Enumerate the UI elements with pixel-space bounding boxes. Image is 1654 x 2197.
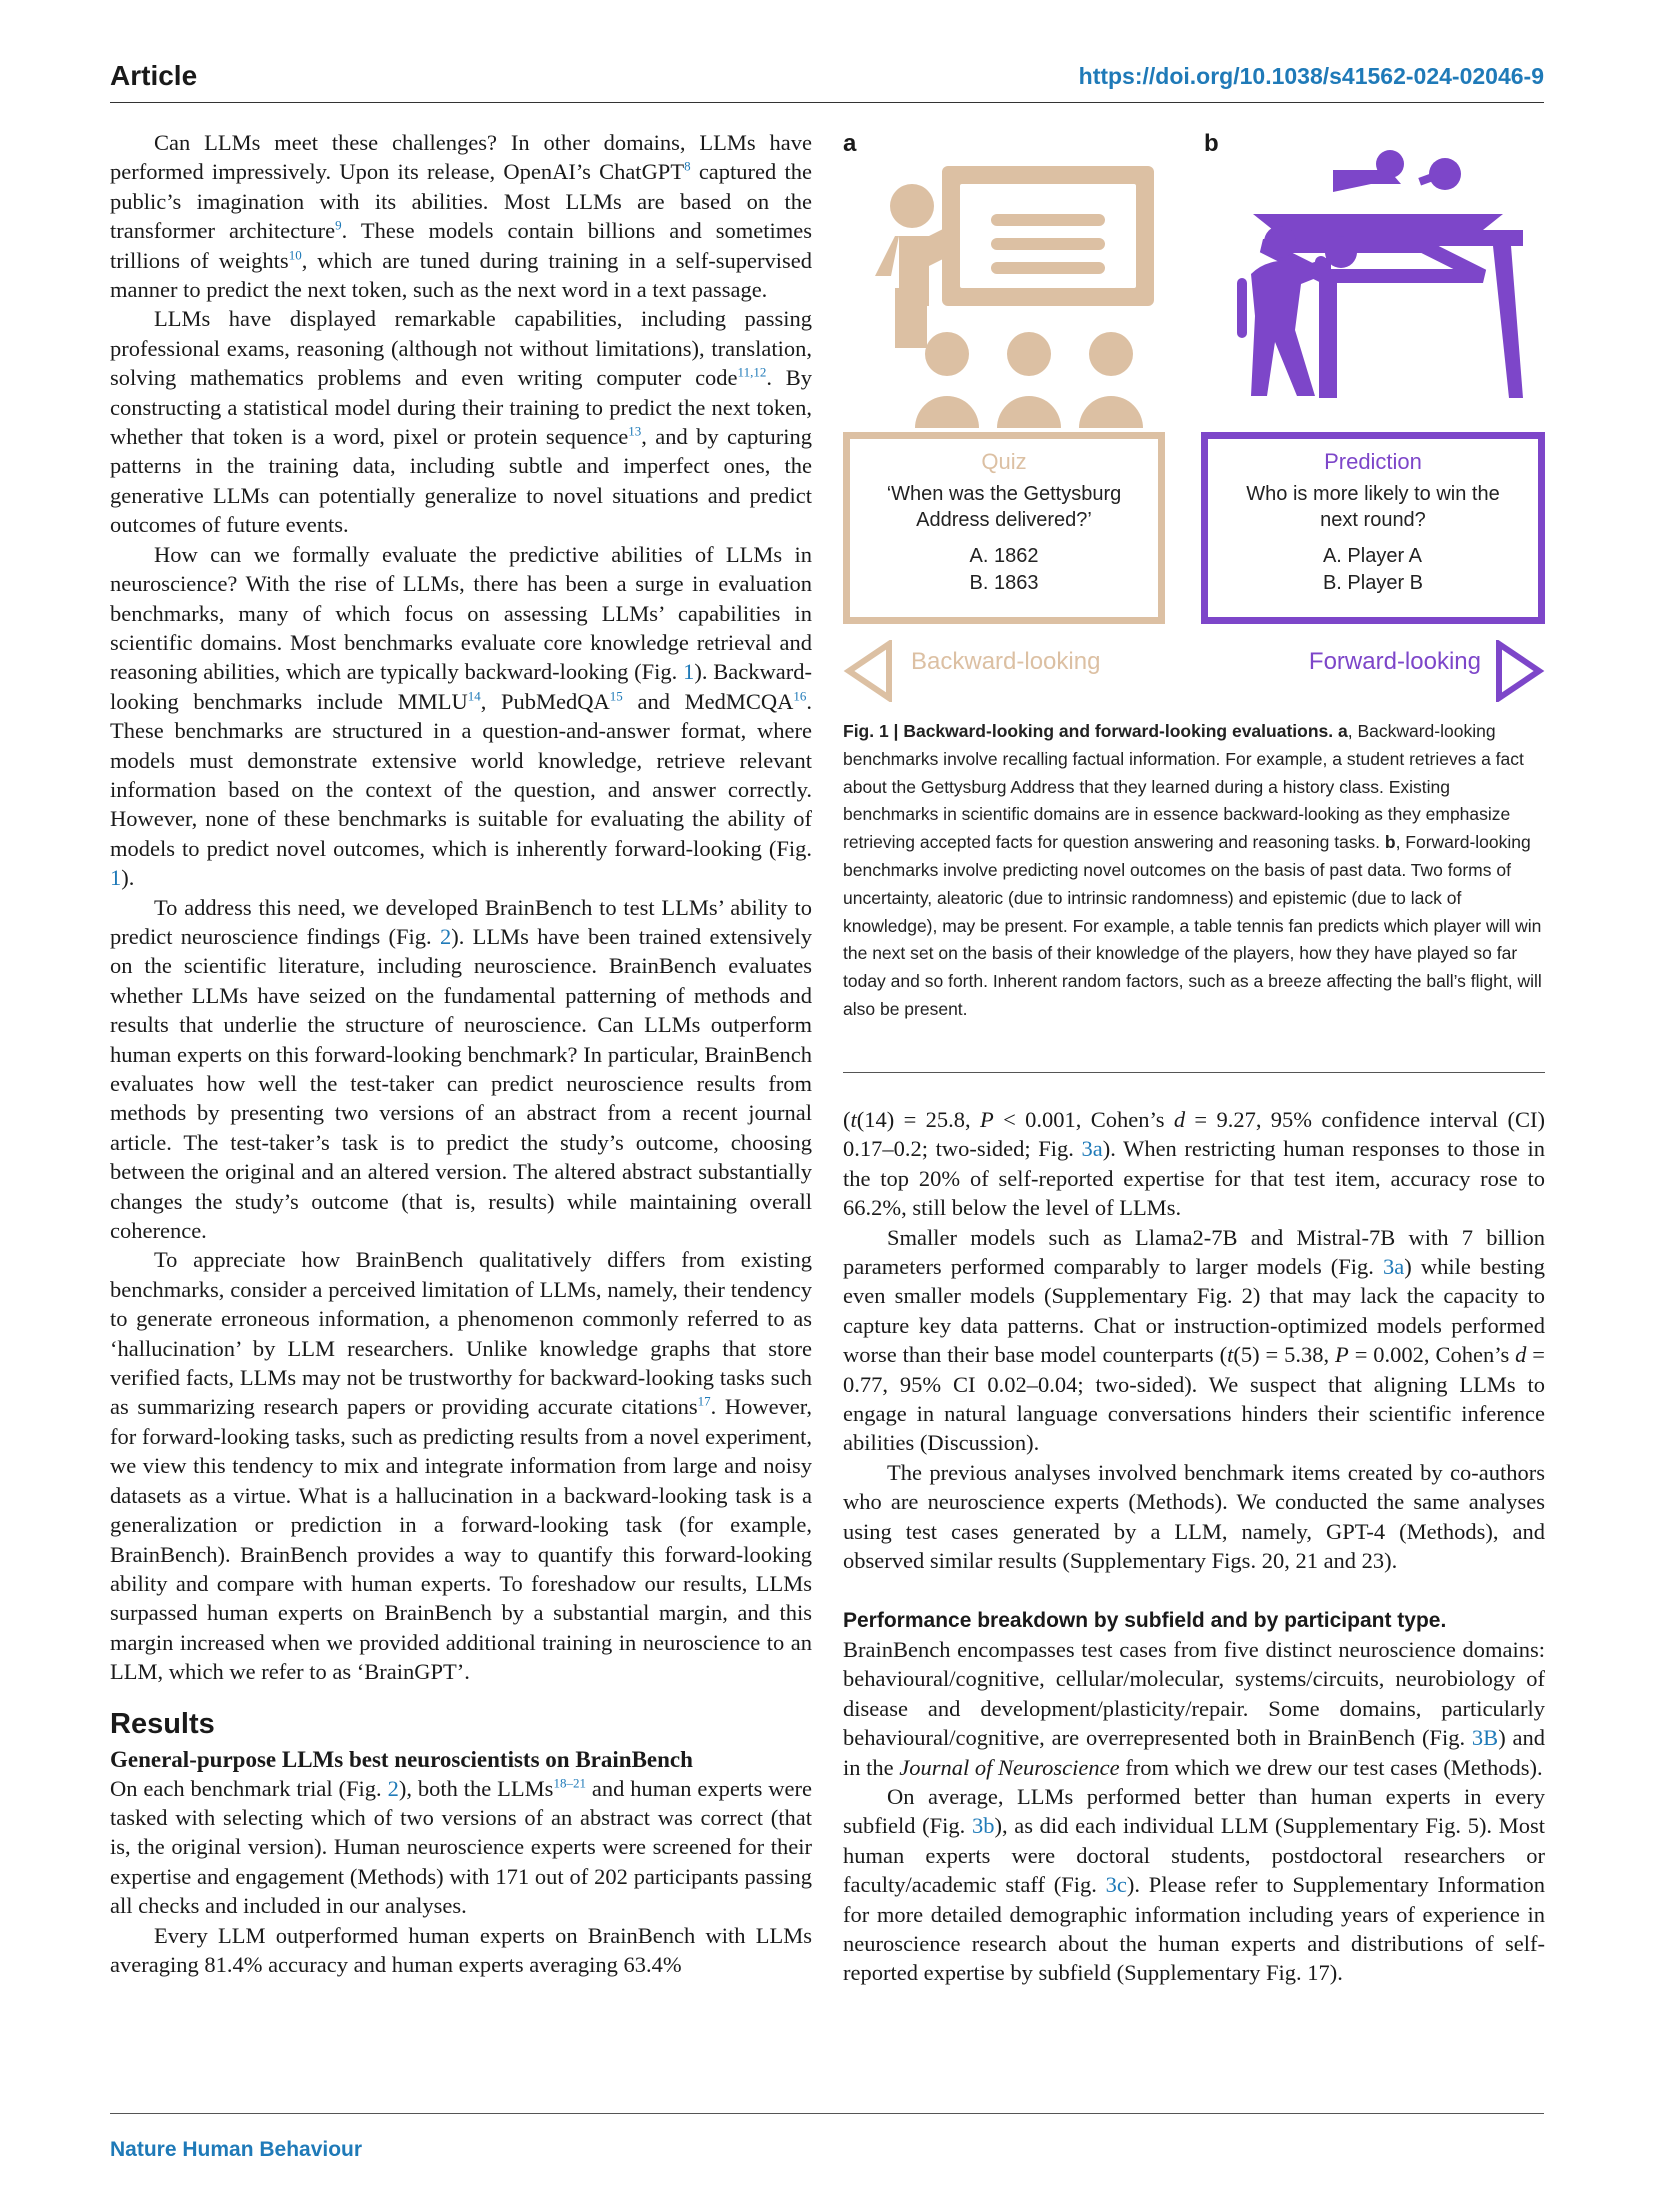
figure-caption <box>843 718 1545 1024</box>
backward-arrow-icon <box>843 640 893 702</box>
header-rule <box>110 102 1544 103</box>
journal-name: Nature Human Behaviour <box>110 2138 363 2161</box>
paragraph-r4: BrainBench encompasses test cases from five distinct neuroscience domains: behavioural/cognitive, cellular/molecular, systems/circuits, neurobiology of disease and development/plasticity/repair. Some domains, particularly behavioural/cognitive, are overrepresented both in BrainBench (Fig. 3B) and in the Journal of Neuroscience from which we drew our test cases (Methods). <box>843 1636 1546 1780</box>
citation[interactable]: 10 <box>288 247 302 263</box>
quiz-title: Quiz <box>981 449 1027 474</box>
citation[interactable]: 18–21 <box>553 1775 586 1791</box>
paragraph-r2: Smaller models such as Llama2-7B and Mistral-7B with 7 billion parameters performed comparably to larger models (Fig. 3a) while besting even smaller models (Supplementary Fig. 2) that may lack the capacity to capture key data patterns. Chat or instruction-optimized models performed worse than their base model counterparts (t(5) = 5.38, P = 0.002, Cohen’s d = 0.77, 95% CI 0.02–0.04; two-sided). We suspect that aligning LLMs to engage in natural language conversations hinders their scientific inference abilities (Discussion). <box>843 1224 1545 1456</box>
caption-label: Fig. 1 | Backward-looking and forward-looking evaluations. <box>843 721 1334 741</box>
paragraph-3: How can we formally evaluate the predictive abilities of LLMs in neuroscience? With the rise of LLMs, there has been a surge in evaluation benchmarks, many of which focus on assessing LLMs’ capabilities in scientific domains. Most benchmarks evaluate core knowledge retrieval and reasoning abilities, which are typically backward-looking (Fig. 1). Backward-looking benchmarks include MMLU$^{14}$, PubMedQA$^{15}$ and MedMCQA$^{16}$. These benchmarks are structured in a question-and-answer format, where models must demonstrate extensive world knowledge, retrieve relevant information based on the context of the question, and answer correctly. However, none of these benchmarks is suitable for evaluating the ability of models to predict novel outcomes, which is inherently forward-looking (Fig. 1). <box>110 541 813 891</box>
citation[interactable]: 9 <box>335 217 342 233</box>
backward-looking-label: Backward-looking <box>911 648 1101 675</box>
prediction-option-a: A. Player A <box>1322 545 1422 567</box>
paragraph-1: Can LLMs meet these challenges? In other domains, LLMs have performed impressively. Upon its release, OpenAI’s ChatGPT$^8$ captured the public’s imagination with its abilities. Most LLMs are based on the transformer architecture$^9$. These models contain billions and sometimes trillions of weights$^{10}$, which are tuned during training in a self-supervised manner to predict the next token, such as the next word in a text passage. <box>110 130 812 303</box>
section-subheading: General-purpose LLMs best neuroscientists on BrainBench <box>110 1746 693 1772</box>
paragraph-6: On each benchmark trial (Fig. 2), both the LLMs$^{18-21}$ and human experts were tasked with selecting which of two versions of an abstract was correct (that is, the original version). Human neuroscience experts were screened for their expertise and engagement (Methods) with 171 out of 202 participants passing all checks and included in our analyses. <box>110 1775 812 1919</box>
prediction-option-b: B. Player B <box>1322 572 1424 594</box>
quiz-question: ‘When was the Gettysburg Address delivered?’ <box>886 483 1122 531</box>
figure-link[interactable]: 3b <box>971 1813 995 1839</box>
citation[interactable]: 17 <box>697 1393 711 1409</box>
figure-link[interactable]: 1 <box>110 865 122 891</box>
forward-arrow-icon <box>1495 640 1545 702</box>
panel-a-label: a <box>843 130 857 157</box>
article-label: Article <box>110 60 198 91</box>
right-column <box>843 1105 1545 1988</box>
citation[interactable]: 16 <box>793 688 807 704</box>
prediction-question: Who is more likely to win the next round? <box>1246 483 1500 531</box>
quiz-box <box>843 432 1165 624</box>
figure-link[interactable]: 3a <box>1383 1254 1405 1280</box>
doi-link[interactable]: https://doi.org/10.1038/s41562-024-02046-9 <box>1078 63 1544 89</box>
teacher-icon <box>843 128 1173 428</box>
figure-link[interactable]: 1 <box>683 659 695 685</box>
figure-1 <box>843 128 1545 688</box>
figure-link[interactable]: 3B <box>1471 1725 1499 1751</box>
figure-link[interactable]: 3a <box>1081 1136 1103 1162</box>
paragraph-r5: On average, LLMs performed better than human experts in every subfield (Fig. 3b), as did each individual LLM (Supplementary Fig. 5). Most human experts were doctoral students, postdoctoral researchers or faculty/academic staff (Fig. 3c). Please refer to Supplementary Information for more detailed demographic information including years of experience in neuroscience research about the human experts and distributions of self-reported expertise by subfield (Supplementary Fig. 17). <box>843 1783 1545 1986</box>
paragraph-2: LLMs have displayed remarkable capabilities, including passing professional exams, reasoning (although not without limitations), translation, solving mathematics problems and even writing computer code$^{11,12}$. By constructing a statistical model during their training to predict the next token, whether that token is a word, pixel or protein sequence$^{13}$, and by capturing patterns in the training data, including subtle and imperfect ones, the generative LLMs can potentially generalize to novel situations and predict outcomes of future events. <box>110 306 812 538</box>
caption-marker-a: a <box>1337 721 1348 741</box>
citation[interactable]: 15 <box>609 688 623 704</box>
paragraph-4: To address this need, we developed BrainBench to test LLMs’ ability to predict neuroscience findings (Fig. 2). LLMs have been trained extensively on the scientific literature, including neuroscience. BrainBench evaluates whether LLMs have seized on the fundamental patterning of methods and results that underlie the structure of neuroscience. Can LLMs outperform human experts on this forward-looking benchmark? In particular, BrainBench evaluates how well the test-taker can predict neuroscience results from methods by presenting two versions of an abstract from a recent journal article. The test-taker’s task is to predict the study’s outcome, choosing between the original and an altered version. The altered abstract substantially changes the study’s outcome (that is, results) while maintaining overall coherence. <box>110 894 812 1244</box>
citation[interactable]: 14 <box>467 688 481 704</box>
caption-rule <box>843 1072 1545 1073</box>
table-tennis-icon <box>1223 128 1545 428</box>
footer-rule <box>110 2113 1544 2114</box>
citation[interactable]: 11,12 <box>737 364 767 380</box>
figure-link[interactable]: 2 <box>387 1775 399 1801</box>
citation[interactable]: 13 <box>628 423 642 439</box>
prediction-title: Prediction <box>1324 449 1422 474</box>
quiz-option-b: B. 1863 <box>969 572 1039 594</box>
results-heading: Results <box>110 1707 215 1740</box>
prediction-box <box>1201 432 1545 624</box>
caption-marker-b: b <box>1384 832 1396 853</box>
caption-text-b: , Forward-looking benchmarks involve predicting novel outcomes on the basis of past data. Two forms of uncertainty, aleatoric (due to intrinsic randomness) and epistemic (due to lack of knowledge), may be present. For example, a table tennis fan predicts which player will win the next set on the basis of their knowledge of the players, how they have played so far today and so forth. Inherent random factors, such as a breeze affecting the ball’s flight, will also be present. <box>843 832 1542 1019</box>
figure-link[interactable]: 3c <box>1105 1872 1127 1898</box>
forward-looking-label: Forward-looking <box>1308 648 1481 675</box>
left-column <box>110 128 812 1979</box>
paragraph-r1: (t(14) = 25.8, P < 0.001, Cohen’s d = 9.27, 95% confidence interval (CI) 0.17–0.2; two-sided; Fig. 3a). When restricting human responses to those in the top 20% of self-reported expertise for that test item, accuracy rose to 66.2%, still below the level of LLMs. <box>843 1107 1545 1221</box>
panel-b-label: b <box>1204 130 1219 157</box>
paragraph-7: Every LLM outperformed human experts on BrainBench with LLMs averaging 81.4% accuracy and human experts averaging 63.4% <box>110 1922 812 1977</box>
paragraph-r3: The previous analyses involved benchmark items created by co-authors who are neuroscience experts (Methods). We conducted the same analyses using test cases generated by a LLM, namely, GPT-4 (Methods), and observed similar results (Supplementary Figs. 20, 21 and 23). <box>843 1459 1545 1574</box>
citation[interactable]: 8 <box>684 158 691 174</box>
caption-text-a: , Backward-looking benchmarks involve recalling factual information. For example, a student retrieves a fact about the Gettysburg Address that they learned during a history class. Existing benchmarks in scientific domains are in essence backward-looking as they emphasize retrieving accepted facts for question answering and reasoning tasks. <box>843 721 1524 853</box>
figure-link[interactable]: 2 <box>439 923 452 949</box>
paragraph-5: To appreciate how BrainBench qualitatively differs from existing benchmarks, consider a perceived limitation of LLMs, namely, their tendency to generate erroneous information, a phenomenon commonly referred to as ‘hallucination’ by LLM researchers. Unlike knowledge graphs that store verified facts, LLMs may not be trustworthy for backward-looking tasks such as summarizing research papers or providing accurate citations$^{17}$. However, for forward-looking tasks, such as predicting results from a novel experiment, we view this tendency to mix and integrate information from large and noisy datasets as a virtue. What is a hallucination in a backward-looking task is a generalization or prediction in a forward-looking task (for example, BrainBench). BrainBench provides a way to quantify this forward-looking ability and compare with human experts. To foreshadow our results, LLMs surpassed human experts on BrainBench by a substantial margin, and this margin increased when we provided additional training in neuroscience to an LLM, which we refer to as ‘BrainGPT’. <box>110 1247 813 1685</box>
subfield-heading: Performance breakdown by subfield and by participant type. <box>843 1608 1447 1632</box>
quiz-option-a: A. 1862 <box>969 545 1039 567</box>
